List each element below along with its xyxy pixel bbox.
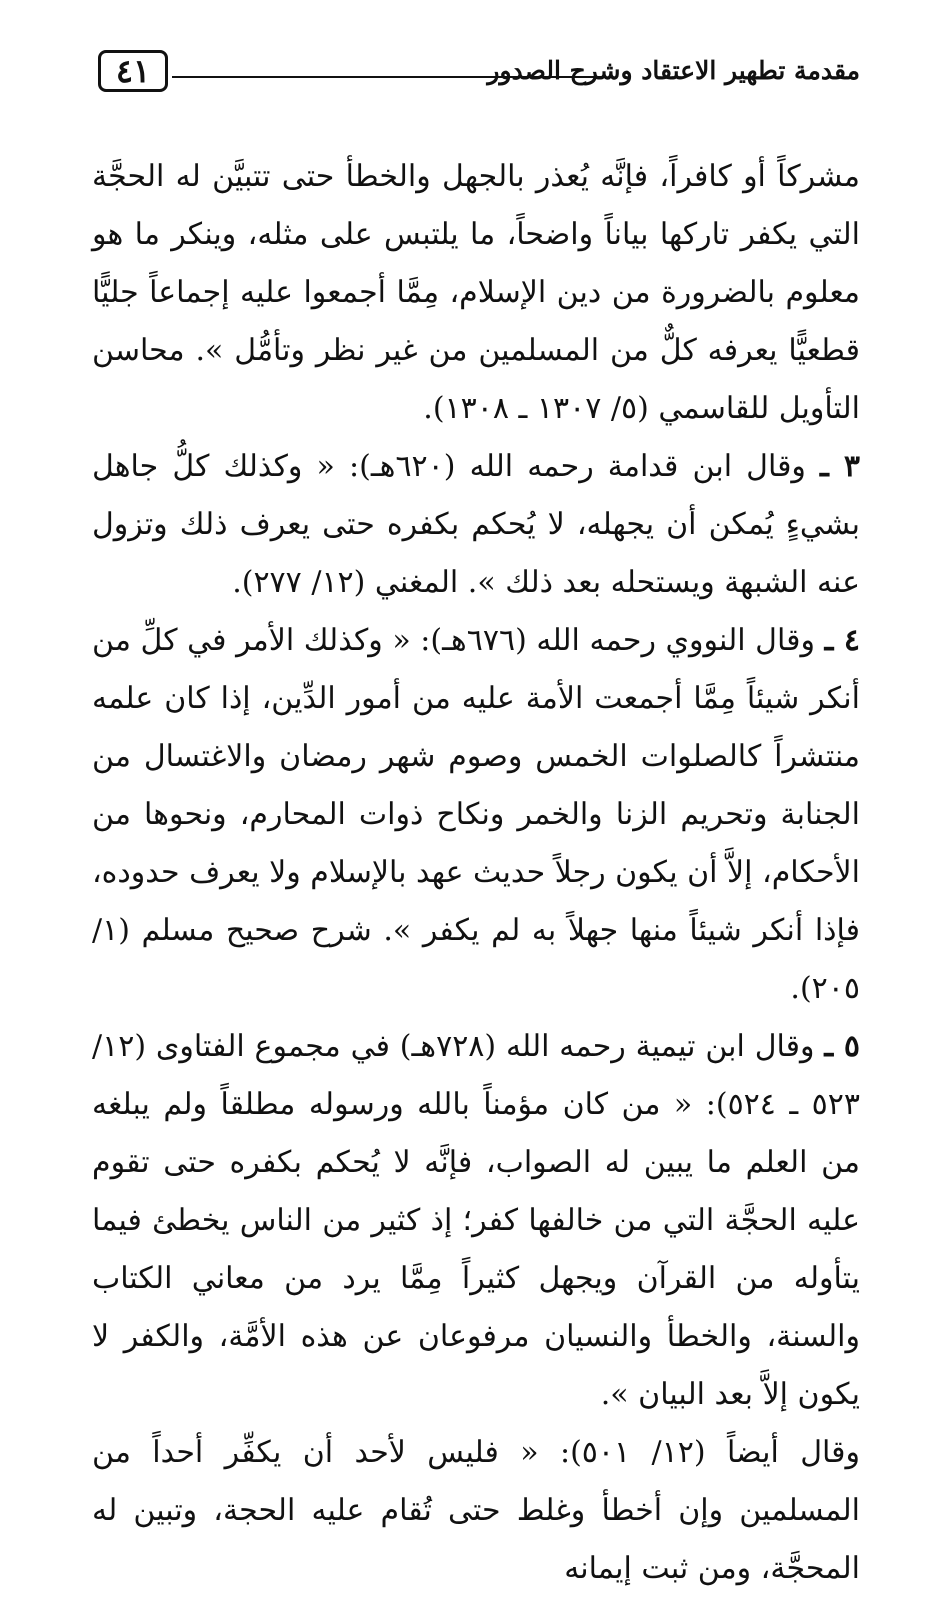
paragraph-text: مشركاً أو كافراً، فإنَّه يُعذر بالجهل والخطأ حتى تتبيَّن له الحجَّة التي يكفر تاركها بياناً واضحاً، ما يلتبس على مثله، وينكر ما هو معلوم بالضرورة من دين الإسلام، مِمَّا أجمعوا عليه إجماعاً جليًّا قطعيًّا يعرفه كلٌّ من المسلمين من غير نظر وتأمُّل ». محاسن التأويل للقاسمي (٥/ ١٣٠٧ ـ ١٣٠٨). — [92, 159, 860, 426]
paragraph-4 — [92, 612, 860, 1018]
paragraph-text: وقال النووي رحمه الله (٦٧٦هـ): « وكذلك الأمر في كلِّ من أنكر شيئاً مِمَّا أجمعت الأمة عليه من أمور الدِّين، إذا كان علمه منتشراً كالصلوات الخمس وصوم شهر رمضان والاغتسال من الجنابة وتحريم الزنا والخمر ونكاح ذوات المحارم، ونحوها من الأحكام، إلاَّ أن يكون رجلاً حديث عهد بالإسلام ولا يعرف حدوده، فإذا أنكر شيئاً منها جهلاً به لم يكفر ». شرح صحيح مسلم (١/ ٢٠٥). — [92, 623, 860, 1006]
paragraph-text: وقال ابن تيمية رحمه الله (٧٢٨هـ) في مجموع الفتاوى (١٢/ ٥٢٣ ـ ٥٢٤): « من كان مؤمناً بالله ورسوله مطلقاً ولم يبلغه من العلم ما يبين له الصواب، فإنَّه لا يُحكم بكفره حتى تقوم عليه الحجَّة التي من خالفها كفر؛ إذ كثير من الناس يخطئ فيما يتأوله من القرآن ويجهل كثيراً مِمَّا يرد من معاني الكتاب والسنة، والخطأ والنسيان مرفوعان عن هذه الأمَّة، والكفر لا يكون إلاَّ بعد البيان ». — [92, 1029, 860, 1412]
paragraph-3 — [92, 438, 860, 612]
running-title: مقدمة تطهير الاعتقاد وشرح الصدور — [487, 56, 860, 85]
paragraph-text: وقال ابن قدامة رحمه الله (٦٢٠هـ): « وكذلك كلُّ جاهل بشيءٍ يُمكن أن يجهله، لا يُحكم بكفره حتى يعرف ذلك وتزول عنه الشبهة ويستحله بعد ذلك ». المغني (١٢/ ٢٧٧). — [92, 449, 860, 600]
page-body — [92, 148, 860, 1598]
page-number: ٤١ — [98, 50, 168, 92]
paragraph-text: وقال أيضاً (١٢/ ٥٠١): « فليس لأحد أن يكفِّر أحداً من المسلمين وإن أخطأ وغلط حتى تُقام عليه الحجة، وتبين له المحجَّة، ومن ثبت إيمانه — [92, 1435, 860, 1586]
paragraph-quote-continuation — [92, 1424, 860, 1598]
paragraph-number: ٤ ـ — [824, 623, 860, 658]
paragraph-5 — [92, 1018, 860, 1424]
paragraph-continuation — [92, 148, 860, 438]
paragraph-number: ٣ ـ — [820, 449, 860, 484]
page-header — [92, 46, 860, 102]
paragraph-number: ٥ ـ — [824, 1029, 861, 1064]
